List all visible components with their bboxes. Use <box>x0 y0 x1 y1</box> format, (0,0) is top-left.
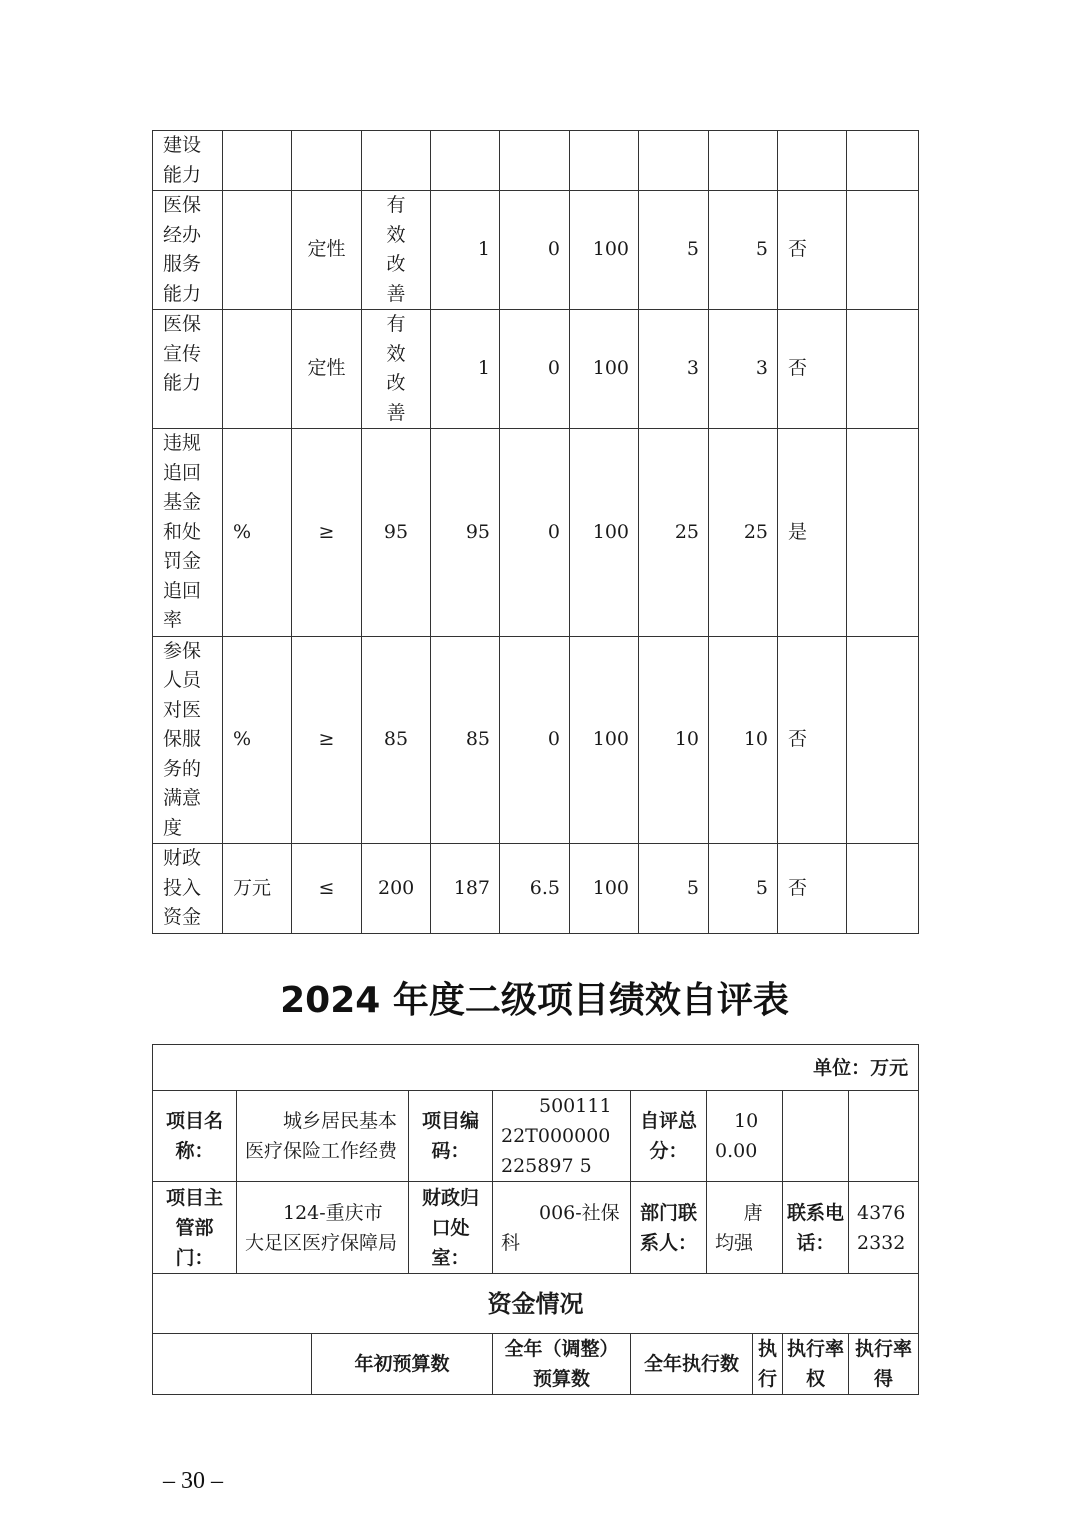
score-cell: 25 <box>709 429 778 637</box>
indicator-name-line: 财政 <box>163 847 202 869</box>
unit-cell <box>223 191 292 310</box>
self-score-value: 100.00 <box>707 1091 783 1182</box>
target-cell: 有效改善 <box>362 191 431 310</box>
deviation-cell: 0 <box>500 310 570 429</box>
weight-cell: 25 <box>639 429 709 637</box>
unit-cell: 万元 <box>223 844 292 934</box>
weight-cell: 10 <box>639 636 709 844</box>
indicator-name-cell <box>153 131 223 191</box>
weight-cell: 5 <box>639 844 709 934</box>
indicator-name-line: 医保 <box>163 313 202 335</box>
indicator-name-line: 资金 <box>163 906 202 928</box>
unit-cell <box>223 131 292 191</box>
indicator-name-cell <box>153 310 223 429</box>
actual-cell: 85 <box>431 636 500 844</box>
operator-cell: ≥ <box>292 636 362 844</box>
project-code-label: 项目编码： <box>409 1091 493 1182</box>
project-name-value: 城乡居民基本医疗保险工作经费 <box>237 1091 409 1182</box>
flag-cell <box>778 131 847 191</box>
unit-cell <box>223 310 292 429</box>
indicator-row <box>153 429 919 637</box>
operator-cell: 定性 <box>292 310 362 429</box>
indicator-name-line: 人员 <box>163 669 202 691</box>
deviation-cell: 6.5 <box>500 844 570 934</box>
funds-header-rate-score: 执行率得 <box>849 1334 919 1395</box>
funds-section-title: 资金情况 <box>153 1274 919 1334</box>
indicator-row <box>153 636 919 844</box>
flag-cell: 否 <box>778 191 847 310</box>
weight-cell: 5 <box>639 191 709 310</box>
indicator-name-line: 服务 <box>163 253 202 275</box>
target-cell <box>362 131 431 191</box>
indicator-name-line: 保服 <box>163 728 202 750</box>
empty-cell <box>783 1091 849 1182</box>
score-cell: 3 <box>709 310 778 429</box>
note-cell <box>847 429 919 637</box>
indicator-name-line: 和处 <box>163 520 202 543</box>
project-table <box>152 1044 919 1395</box>
contact-value: 唐均强 <box>707 1182 783 1274</box>
self-score-label: 自评总分： <box>631 1091 707 1182</box>
page-number: – 30 – <box>163 1468 223 1494</box>
flag-cell: 否 <box>778 636 847 844</box>
indicator-table <box>152 130 919 934</box>
rate-cell: 100 <box>570 429 639 637</box>
second-table-title: 2024 年度二级项目绩效自评表 <box>280 980 789 1021</box>
rate-cell: 100 <box>570 310 639 429</box>
actual-cell <box>431 131 500 191</box>
deviation-cell: 0 <box>500 636 570 844</box>
deviation-cell: 0 <box>500 191 570 310</box>
contact-label: 部门联系人： <box>631 1182 707 1274</box>
finance-office-label: 财政归口处室： <box>409 1182 493 1274</box>
unit-cell: % <box>223 636 292 844</box>
indicator-row <box>153 844 919 934</box>
note-cell <box>847 844 919 934</box>
score-cell: 5 <box>709 191 778 310</box>
score-cell: 5 <box>709 844 778 934</box>
note-cell <box>847 191 919 310</box>
rate-cell <box>570 131 639 191</box>
indicator-name-cell <box>153 844 223 934</box>
indicator-row <box>153 310 919 429</box>
funds-header-blank <box>153 1334 312 1395</box>
funds-header-adjusted-budget: 全年（调整）预算数 <box>493 1334 631 1395</box>
operator-cell: 定性 <box>292 191 362 310</box>
note-cell <box>847 131 919 191</box>
flag-cell: 否 <box>778 310 847 429</box>
project-name-label: 项目名称： <box>153 1091 237 1182</box>
actual-cell: 1 <box>431 191 500 310</box>
weight-cell <box>639 131 709 191</box>
indicator-name-line: 追回 <box>163 579 202 602</box>
flag-cell: 是 <box>778 429 847 637</box>
indicator-name-line: 投入 <box>163 876 202 899</box>
indicator-name-line: 能力 <box>163 372 202 394</box>
indicator-name-line: 医保 <box>163 194 202 216</box>
operator-cell: ≤ <box>292 844 362 934</box>
empty-cell <box>849 1091 919 1182</box>
indicator-name-line: 满意 <box>163 787 202 809</box>
dept-label: 项目主管部门： <box>153 1182 237 1274</box>
indicator-name-line: 能力 <box>163 282 202 305</box>
indicator-table-body <box>153 131 919 934</box>
note-cell <box>847 310 919 429</box>
indicator-name-line: 对医 <box>163 698 202 721</box>
target-cell: 200 <box>362 844 431 934</box>
score-cell <box>709 131 778 191</box>
indicator-name-line: 追回 <box>163 461 202 484</box>
flag-cell: 否 <box>778 844 847 934</box>
funds-header-rate-weight: 执行率权 <box>783 1334 849 1395</box>
deviation-cell: 0 <box>500 429 570 637</box>
target-cell: 有效改善 <box>362 310 431 429</box>
weight-cell: 3 <box>639 310 709 429</box>
indicator-name-line: 经办 <box>163 223 202 246</box>
unit-cell: % <box>223 429 292 637</box>
operator-cell <box>292 131 362 191</box>
actual-cell: 187 <box>431 844 500 934</box>
phone-value: 43762332 <box>849 1182 919 1274</box>
funds-header-executed: 全年执行数 <box>631 1334 753 1395</box>
rate-cell: 100 <box>570 844 639 934</box>
indicator-name-line: 罚金 <box>163 550 202 572</box>
indicator-name-cell <box>153 429 223 637</box>
rate-cell: 100 <box>570 191 639 310</box>
note-cell <box>847 636 919 844</box>
indicator-name-line: 能力 <box>163 163 202 186</box>
score-cell: 10 <box>709 636 778 844</box>
indicator-name-line: 建设 <box>163 134 202 156</box>
target-cell: 85 <box>362 636 431 844</box>
funds-header-initial-budget: 年初预算数 <box>312 1334 493 1395</box>
indicator-name-cell <box>153 636 223 844</box>
indicator-name-line: 违规 <box>163 432 202 454</box>
indicator-name-line: 宣传 <box>163 342 202 365</box>
funds-header-execute: 执行 <box>753 1334 783 1395</box>
unit-label: 单位：万元 <box>153 1045 919 1091</box>
indicator-row <box>153 191 919 310</box>
indicator-name-line: 度 <box>163 816 183 839</box>
actual-cell: 95 <box>431 429 500 637</box>
indicator-name-line: 基金 <box>163 491 202 513</box>
actual-cell: 1 <box>431 310 500 429</box>
phone-label: 联系电话： <box>783 1182 849 1274</box>
finance-office-value: 006-社保科 <box>493 1182 631 1274</box>
indicator-name-line: 务的 <box>163 757 202 780</box>
rate-cell: 100 <box>570 636 639 844</box>
deviation-cell <box>500 131 570 191</box>
indicator-name-line: 参保 <box>163 639 202 662</box>
indicator-name-cell <box>153 191 223 310</box>
indicator-name-line: 率 <box>163 609 183 631</box>
indicator-row <box>153 131 919 191</box>
operator-cell: ≥ <box>292 429 362 637</box>
target-cell: 95 <box>362 429 431 637</box>
dept-value: 124-重庆市大足区医疗保障局 <box>237 1182 409 1274</box>
project-code-value: 50011122T000000225897 5 <box>493 1091 631 1182</box>
